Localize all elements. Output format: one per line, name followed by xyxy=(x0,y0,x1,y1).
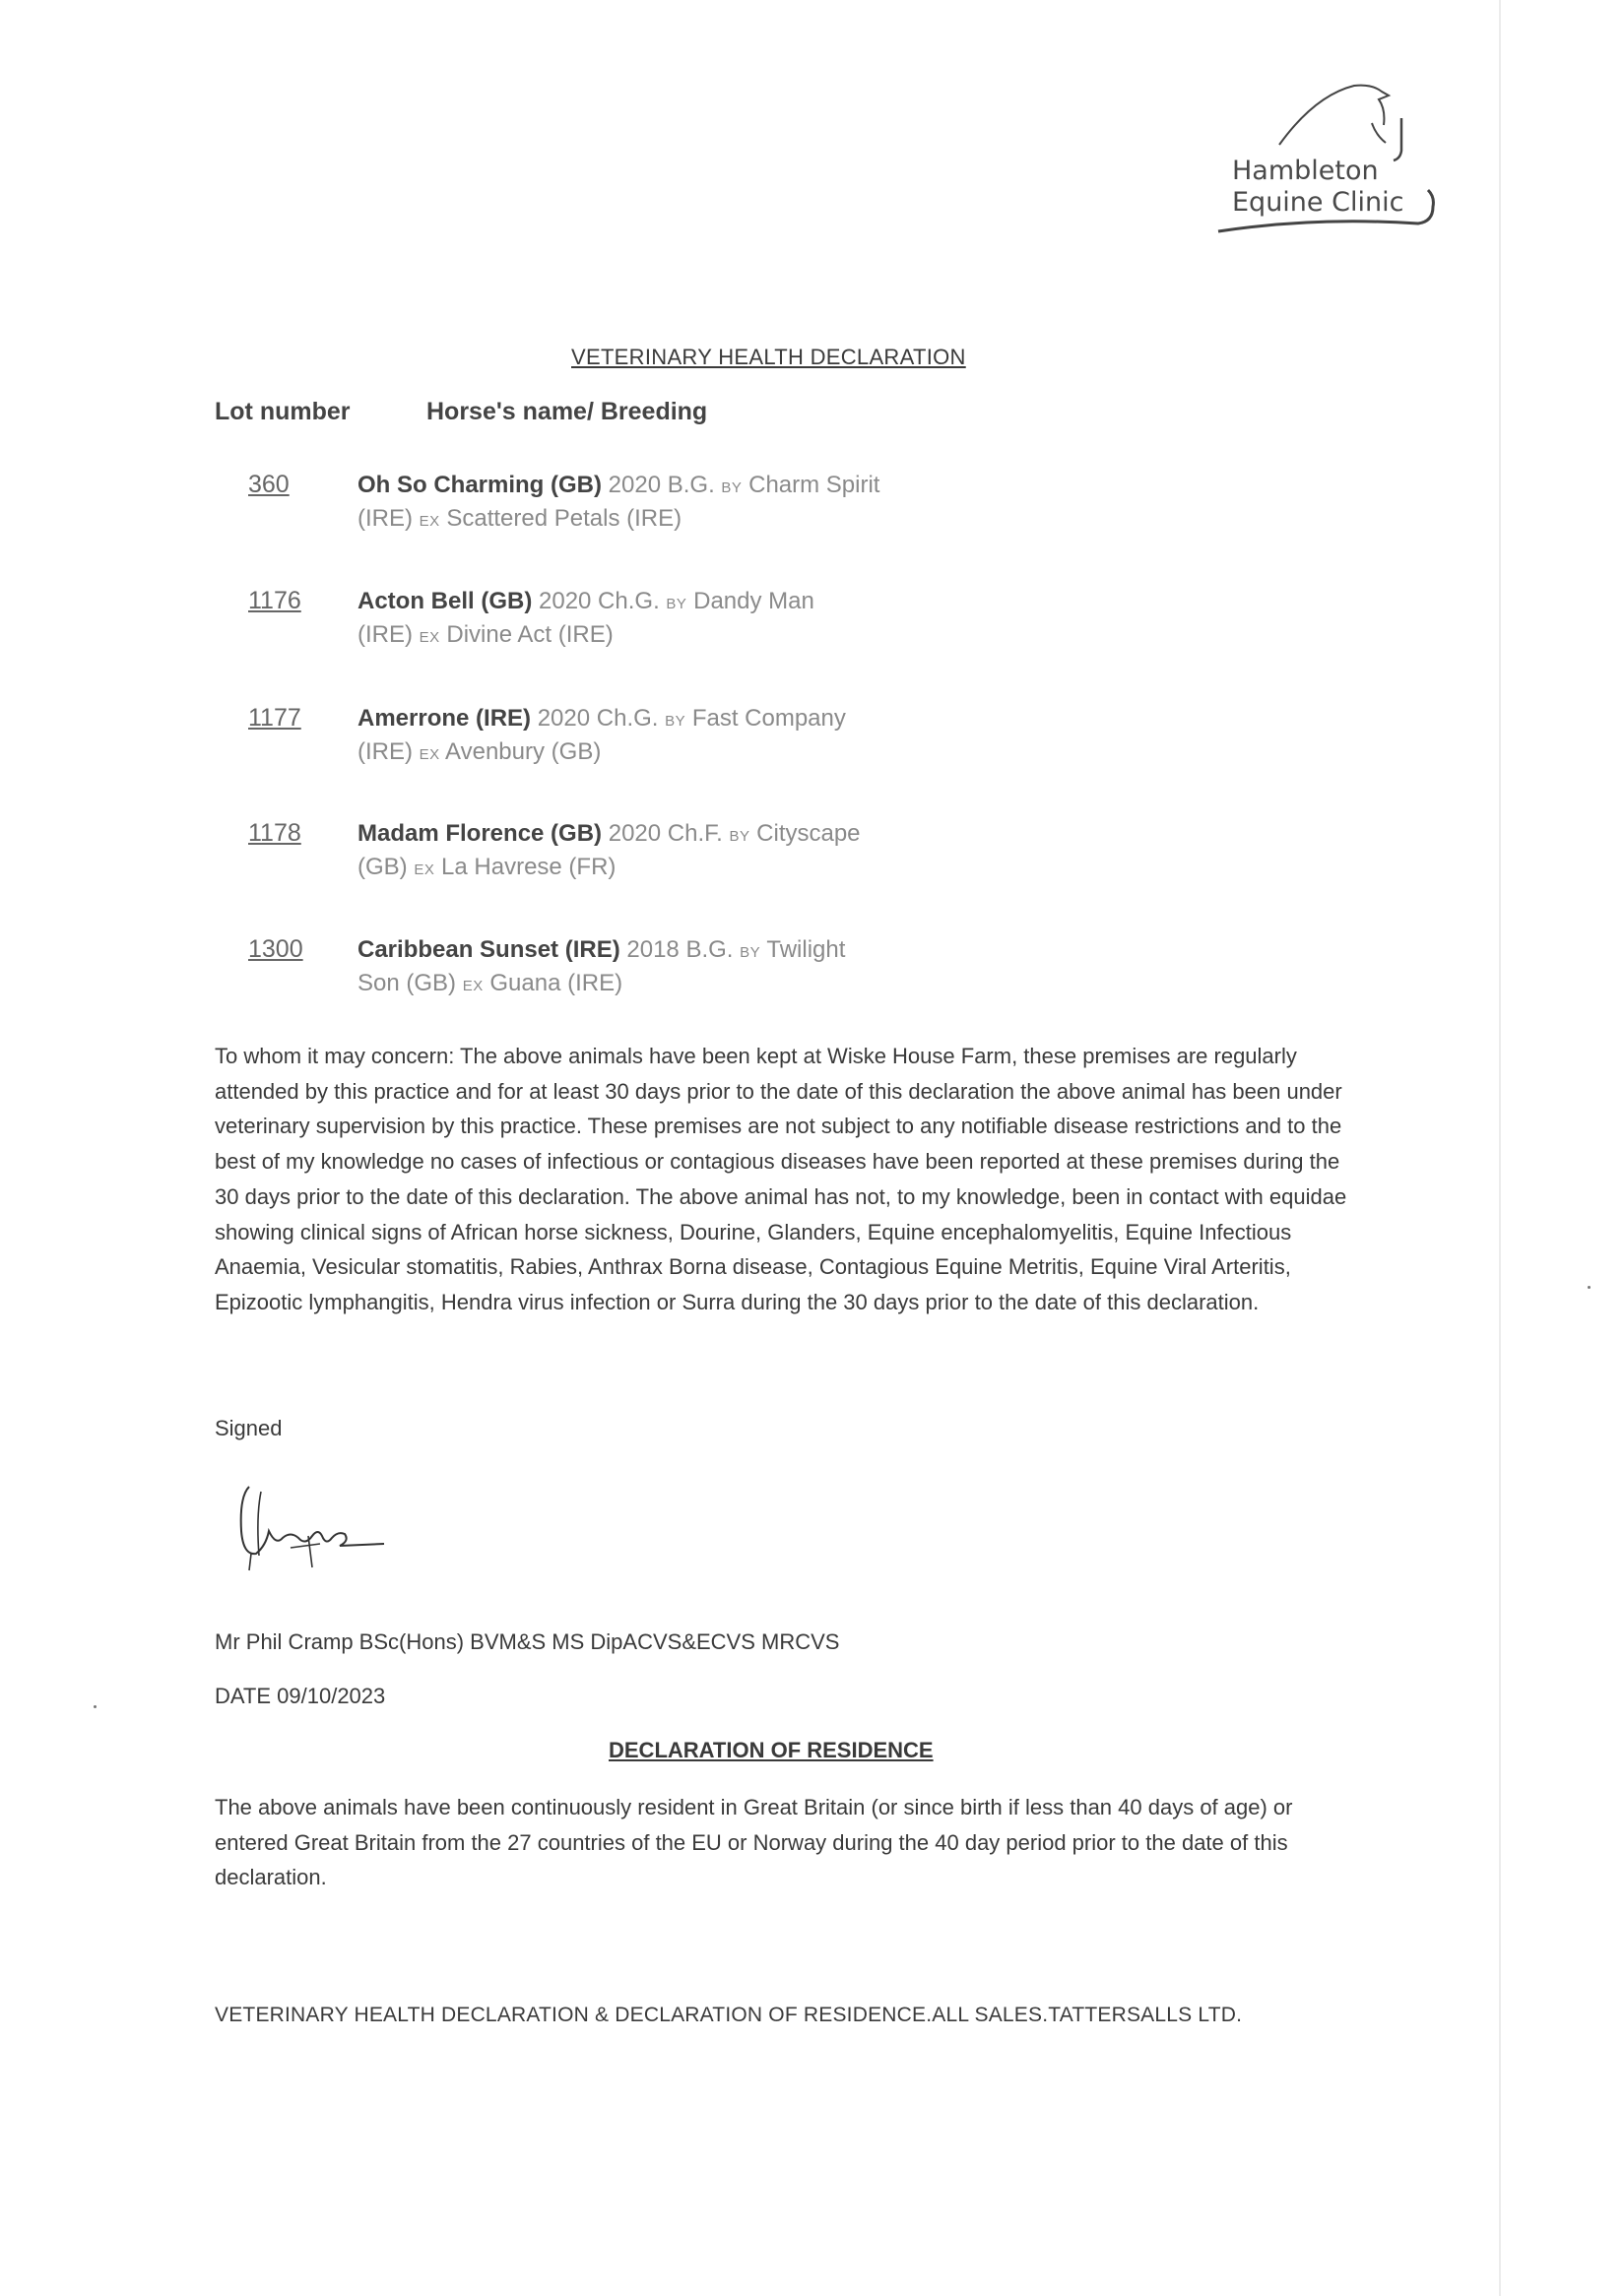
residence-title: DECLARATION OF RESIDENCE xyxy=(609,1738,934,1762)
sire-name: Dandy Man xyxy=(693,588,814,614)
horse-detail: 2020 Ch.G. xyxy=(537,705,659,732)
lot-line-2 xyxy=(357,621,614,649)
footer-text: VETERINARY HEALTH DECLARATION & DECLARATION OF RESIDENCE.ALL SALES.TATTERSALLS LTD. xyxy=(215,2004,1243,2026)
declaration-paragraph: To whom it may concern: The above animals have been kept at Wiske House Farm, these premises are regularly attended by this practice and for at least 30 days prior to the date of this declaration the above animal has been under veterinary supervision by this practice. These premises are not subject to any notifiable disease restrictions and to the best of my knowledge no cases of infectious or contagious diseases have been reported at these premises during the 30 days prior to the date of this declaration. The above animal has not, to my knowledge, been in contact with equidae showing clinical signs of African horse sickness, Dourine, Glanders, Equine encephalomyelitis, Equine Infectious Anaemia, Vesicular stomatitis, Rabies, Anthrax Borna disease, Contagious Equine Metritis, Equine Viral Arteritis, Epizootic lymphangitis, Hendra virus infection or Surra during the 30 days prior to the date of this declaration. xyxy=(215,1044,1347,1314)
lot-line-1 xyxy=(357,705,846,733)
horse-detail: 2020 B.G. xyxy=(608,472,715,498)
logo-text-line2: Equine Clinic xyxy=(1232,187,1404,218)
dam-name: La Havrese (FR) xyxy=(441,854,617,880)
lot-line-1 xyxy=(357,472,879,499)
horse-name: Oh So Charming (GB) xyxy=(357,472,602,498)
ex-label: EX xyxy=(414,861,435,878)
lot-number: 1300 xyxy=(248,935,303,963)
lot-number: 1178 xyxy=(248,819,301,847)
sire-country: (IRE) xyxy=(357,738,413,765)
column-header-name: Horse's name/ Breeding xyxy=(426,398,708,425)
dam-name: Avenbury (GB) xyxy=(445,738,602,765)
sire-country: (GB) xyxy=(357,854,408,880)
clinic-logo xyxy=(1206,74,1462,256)
lot-number: 1177 xyxy=(248,704,301,732)
sire-name: Charm Spirit xyxy=(748,472,880,498)
signature-mark xyxy=(222,1477,399,1595)
horse-detail: 2020 Ch.G. xyxy=(539,588,660,614)
residence-paragraph: The above animals have been continuously resident in Great Britain (or since birth if less than 40 days of age) or entered Great Britain from the 27 countries of the EU or Norway during the 40 day period prior to the date of this declaration. xyxy=(215,1795,1293,1890)
by-label: BY xyxy=(721,479,743,496)
horse-name: Madam Florence (GB) xyxy=(357,820,603,847)
dam-name: Divine Act (IRE) xyxy=(446,621,614,648)
lot-line-2 xyxy=(357,505,682,533)
lot-line-2 xyxy=(357,738,601,766)
dam-name: Scattered Petals (IRE) xyxy=(446,505,682,532)
horse-detail: 2020 Ch.F. xyxy=(608,820,723,847)
sire-name: Cityscape xyxy=(756,820,861,847)
document-title: VETERINARY HEALTH DECLARATION xyxy=(571,345,966,369)
dam-name: Guana (IRE) xyxy=(489,970,623,996)
ex-label: EX xyxy=(419,746,440,763)
horse-name: Acton Bell (GB) xyxy=(357,588,533,614)
by-label: BY xyxy=(666,596,687,612)
sire-country: Son (GB) xyxy=(357,970,457,996)
column-header-lot: Lot number xyxy=(215,398,351,425)
sire-name: Twilight xyxy=(766,936,846,963)
by-label: BY xyxy=(665,713,686,730)
horse-name: Amerrone (IRE) xyxy=(357,705,532,732)
signed-label: Signed xyxy=(215,1416,283,1440)
lot-line-2 xyxy=(357,970,622,997)
ex-label: EX xyxy=(419,513,440,530)
horse-detail: 2018 B.G. xyxy=(626,936,734,963)
scan-speck xyxy=(1588,1286,1591,1289)
lot-line-1 xyxy=(357,936,845,964)
declaration-date: DATE 09/10/2023 xyxy=(215,1684,386,1708)
sire-country: (IRE) xyxy=(357,505,413,532)
lot-line-2 xyxy=(357,854,616,881)
ex-label: EX xyxy=(419,629,440,646)
by-label: BY xyxy=(740,944,761,961)
by-label: BY xyxy=(729,828,750,845)
horse-name: Caribbean Sunset (IRE) xyxy=(357,936,620,963)
signatory-name: Mr Phil Cramp BSc(Hons) BVM&S MS DipACVS&ECVS MRCVS xyxy=(215,1629,840,1654)
sire-country: (IRE) xyxy=(357,621,413,648)
logo-text-line1: Hambleton xyxy=(1232,156,1379,186)
ex-label: EX xyxy=(462,978,484,994)
page-edge xyxy=(1499,0,1501,2296)
lot-number: 1176 xyxy=(248,587,301,614)
sire-name: Fast Company xyxy=(691,705,846,732)
lot-number: 360 xyxy=(248,471,290,498)
lot-line-1 xyxy=(357,588,814,615)
lot-line-1 xyxy=(357,820,861,848)
scan-speck xyxy=(94,1705,97,1708)
